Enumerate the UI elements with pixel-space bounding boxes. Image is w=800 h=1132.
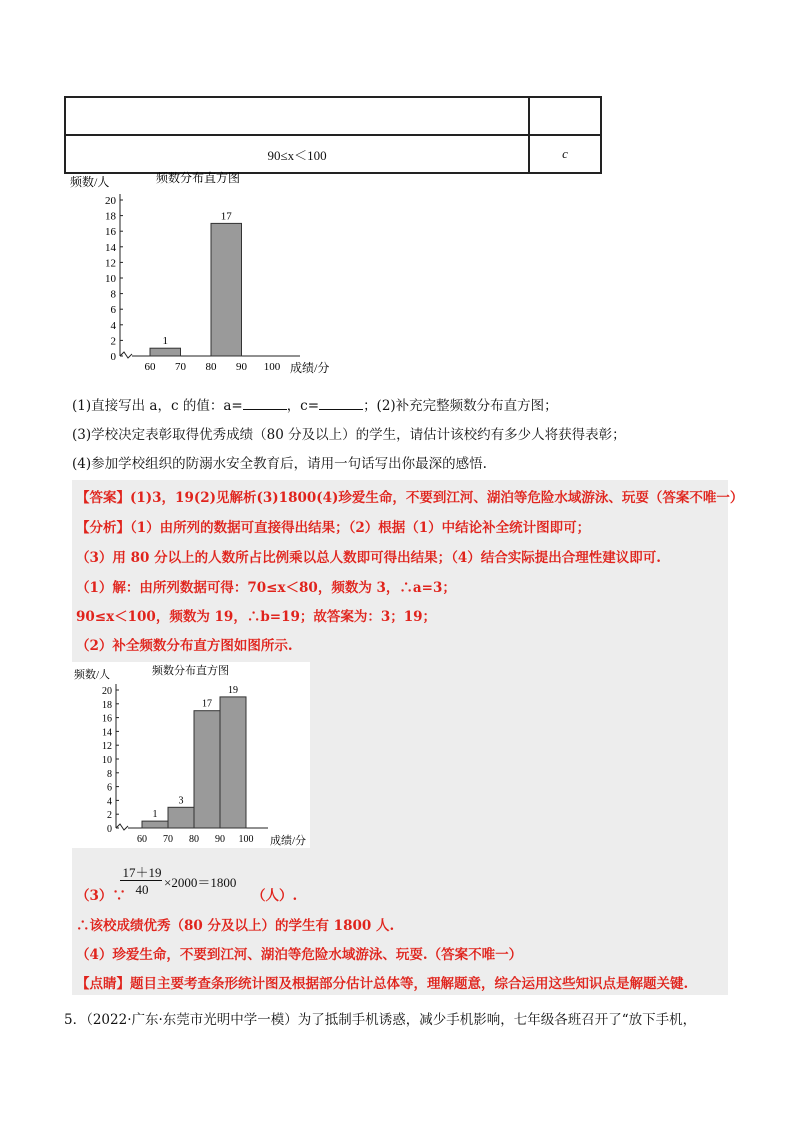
histogram-chart-1 [64, 168, 330, 384]
table-cell [65, 97, 529, 135]
y-tick-label: 14 [102, 727, 112, 739]
chart-title: 频数分布直方图 [156, 171, 241, 185]
y-tick-label: 16 [102, 713, 112, 725]
analysis-line [76, 516, 590, 536]
q1-text-a: (1)直接写出 a，c 的值：a= [72, 398, 243, 414]
question-4: (4)参加学校组织的防溺水安全教育后，请用一句话写出你最深的感悟. [72, 456, 487, 472]
analysis-tag: 【分析】 [76, 520, 130, 536]
y-tick-label: 16 [105, 226, 116, 239]
comment-tag: 【点睛】 [76, 976, 130, 992]
histogram-bar [220, 697, 246, 828]
y-tick-label: 18 [102, 699, 112, 711]
y-tick-label: 8 [107, 768, 112, 780]
y-tick-label: 6 [110, 304, 116, 317]
question-1 [72, 394, 558, 414]
solution-line-4-prefix: （3）∵ [76, 888, 126, 904]
x-tick-label: 60 [144, 361, 156, 373]
fraction-numerator: 17＋19 [122, 865, 162, 880]
chart-xlabel: 成绩/分 [290, 361, 330, 375]
x-tick-label: 100 [238, 834, 254, 845]
x-tick-label: 70 [175, 361, 186, 373]
answer-text: (1)3，19(2)见解析(3)1800(4)珍爱生命，不要到江河、湖泊等危险水域游泳、玩耍（答案不唯一） [130, 490, 744, 506]
solution-line-5: ∴该校成绩优秀（80 分及以上）的学生有 1800 人. [76, 918, 395, 934]
next-question: 5．（2022·广东·东莞市光明中学一模）为了抵制手机诱惑，减少手机影响，七年级各班召开了“放下手机， [64, 1012, 697, 1028]
solution-line-2: 90≤x＜100，频数为 19，∴b=19；故答案为：3；19； [76, 609, 437, 625]
y-tick-label: 0 [110, 351, 116, 363]
x-tick-label: 80 [205, 361, 217, 373]
answer-blank-a[interactable] [243, 397, 287, 410]
y-tick-label: 2 [107, 810, 112, 822]
solution-line-4-suffix: （人）. [252, 888, 298, 904]
chart-ylabel: 频数/人 [74, 669, 111, 681]
bar-value-label: 1 [152, 809, 158, 821]
chart-title: 频数分布直方图 [152, 665, 229, 677]
bar-value-label: 3 [178, 795, 184, 807]
question-3: (3)学校决定表彰取得优秀成绩（80 分及以上）的学生，请估计该校约有多少人将获得表彰； [72, 427, 626, 443]
y-tick-label: 18 [105, 210, 116, 223]
y-tick-label: 20 [105, 195, 116, 207]
histogram-bar [194, 711, 220, 828]
x-tick-label: 60 [137, 834, 147, 845]
x-tick-label: 100 [263, 361, 281, 373]
solution-line-1: （1）解：由所列数据可得：70≤x＜80，频数为 3，∴a=3； [76, 580, 456, 596]
comment-line [76, 972, 688, 992]
fraction-denominator: 40 [135, 882, 149, 897]
y-tick-label: 0 [107, 824, 112, 835]
chart-xlabel: 成绩/分 [270, 835, 307, 847]
table-cell [529, 97, 601, 135]
table-cell-range: 90≤x＜100 [65, 135, 529, 173]
axis-break [116, 824, 128, 830]
y-tick-label: 10 [105, 273, 116, 285]
comment-text: 题目主要考查条形统计图及根据部分估计总体等，理解题意，综合运用这些知识点是解题关键. [130, 976, 689, 992]
x-tick-label: 80 [189, 834, 199, 845]
axis-break [120, 352, 132, 358]
q1-text-c: ；(2)补充完整频数分布直方图； [363, 398, 558, 414]
y-tick-label: 10 [102, 755, 112, 766]
histogram-bar [150, 348, 181, 356]
analysis-text-2: （3）用 80 分以上的人数所占比例乘以总人数即可得出结果；（4）结合实际提出合理性建议即可. [76, 550, 661, 566]
frequency-table [64, 96, 602, 174]
bar-value-label: 1 [162, 335, 168, 348]
histogram-bar [142, 821, 168, 828]
x-tick-label: 70 [163, 834, 173, 845]
bar-value-label: 19 [228, 684, 238, 696]
solution-line-3: （2）补全频数分布直方图如图所示. [76, 638, 293, 654]
y-tick-label: 2 [110, 335, 116, 348]
bar-value-label: 17 [202, 698, 212, 710]
q1-text-b: ，c= [286, 398, 320, 414]
x-tick-label: 90 [236, 361, 247, 373]
y-tick-label: 4 [110, 319, 116, 332]
table-cell-c: c [529, 135, 601, 173]
answer-tag: 【答案】 [76, 490, 130, 506]
fraction-bar [120, 880, 162, 881]
y-tick-label: 14 [105, 241, 116, 254]
bar-value-label: 17 [220, 210, 232, 223]
fraction-result: ×2000＝1800 [164, 875, 237, 890]
histogram-bar [211, 223, 242, 356]
histogram-bar [168, 807, 194, 828]
analysis-text-1: （1）由所列的数据可直接得出结果；（2）根据（1）中结论补全统计图即可； [130, 520, 591, 536]
y-tick-label: 12 [105, 257, 116, 270]
histogram-chart-2 [72, 662, 310, 848]
answer-blank-c[interactable] [319, 397, 363, 410]
y-tick-label: 20 [102, 686, 112, 697]
table-row [65, 97, 601, 135]
y-tick-label: 8 [110, 288, 116, 301]
answer-line [76, 486, 743, 506]
solution-line-6: （4）珍爱生命，不要到江河、湖泊等危险水域游泳、玩耍.（答案不唯一） [76, 947, 523, 963]
y-tick-label: 6 [107, 782, 112, 794]
chart-ylabel: 频数/人 [70, 175, 110, 189]
x-tick-label: 90 [215, 834, 225, 845]
y-tick-label: 4 [107, 796, 112, 808]
y-tick-label: 12 [102, 741, 112, 753]
